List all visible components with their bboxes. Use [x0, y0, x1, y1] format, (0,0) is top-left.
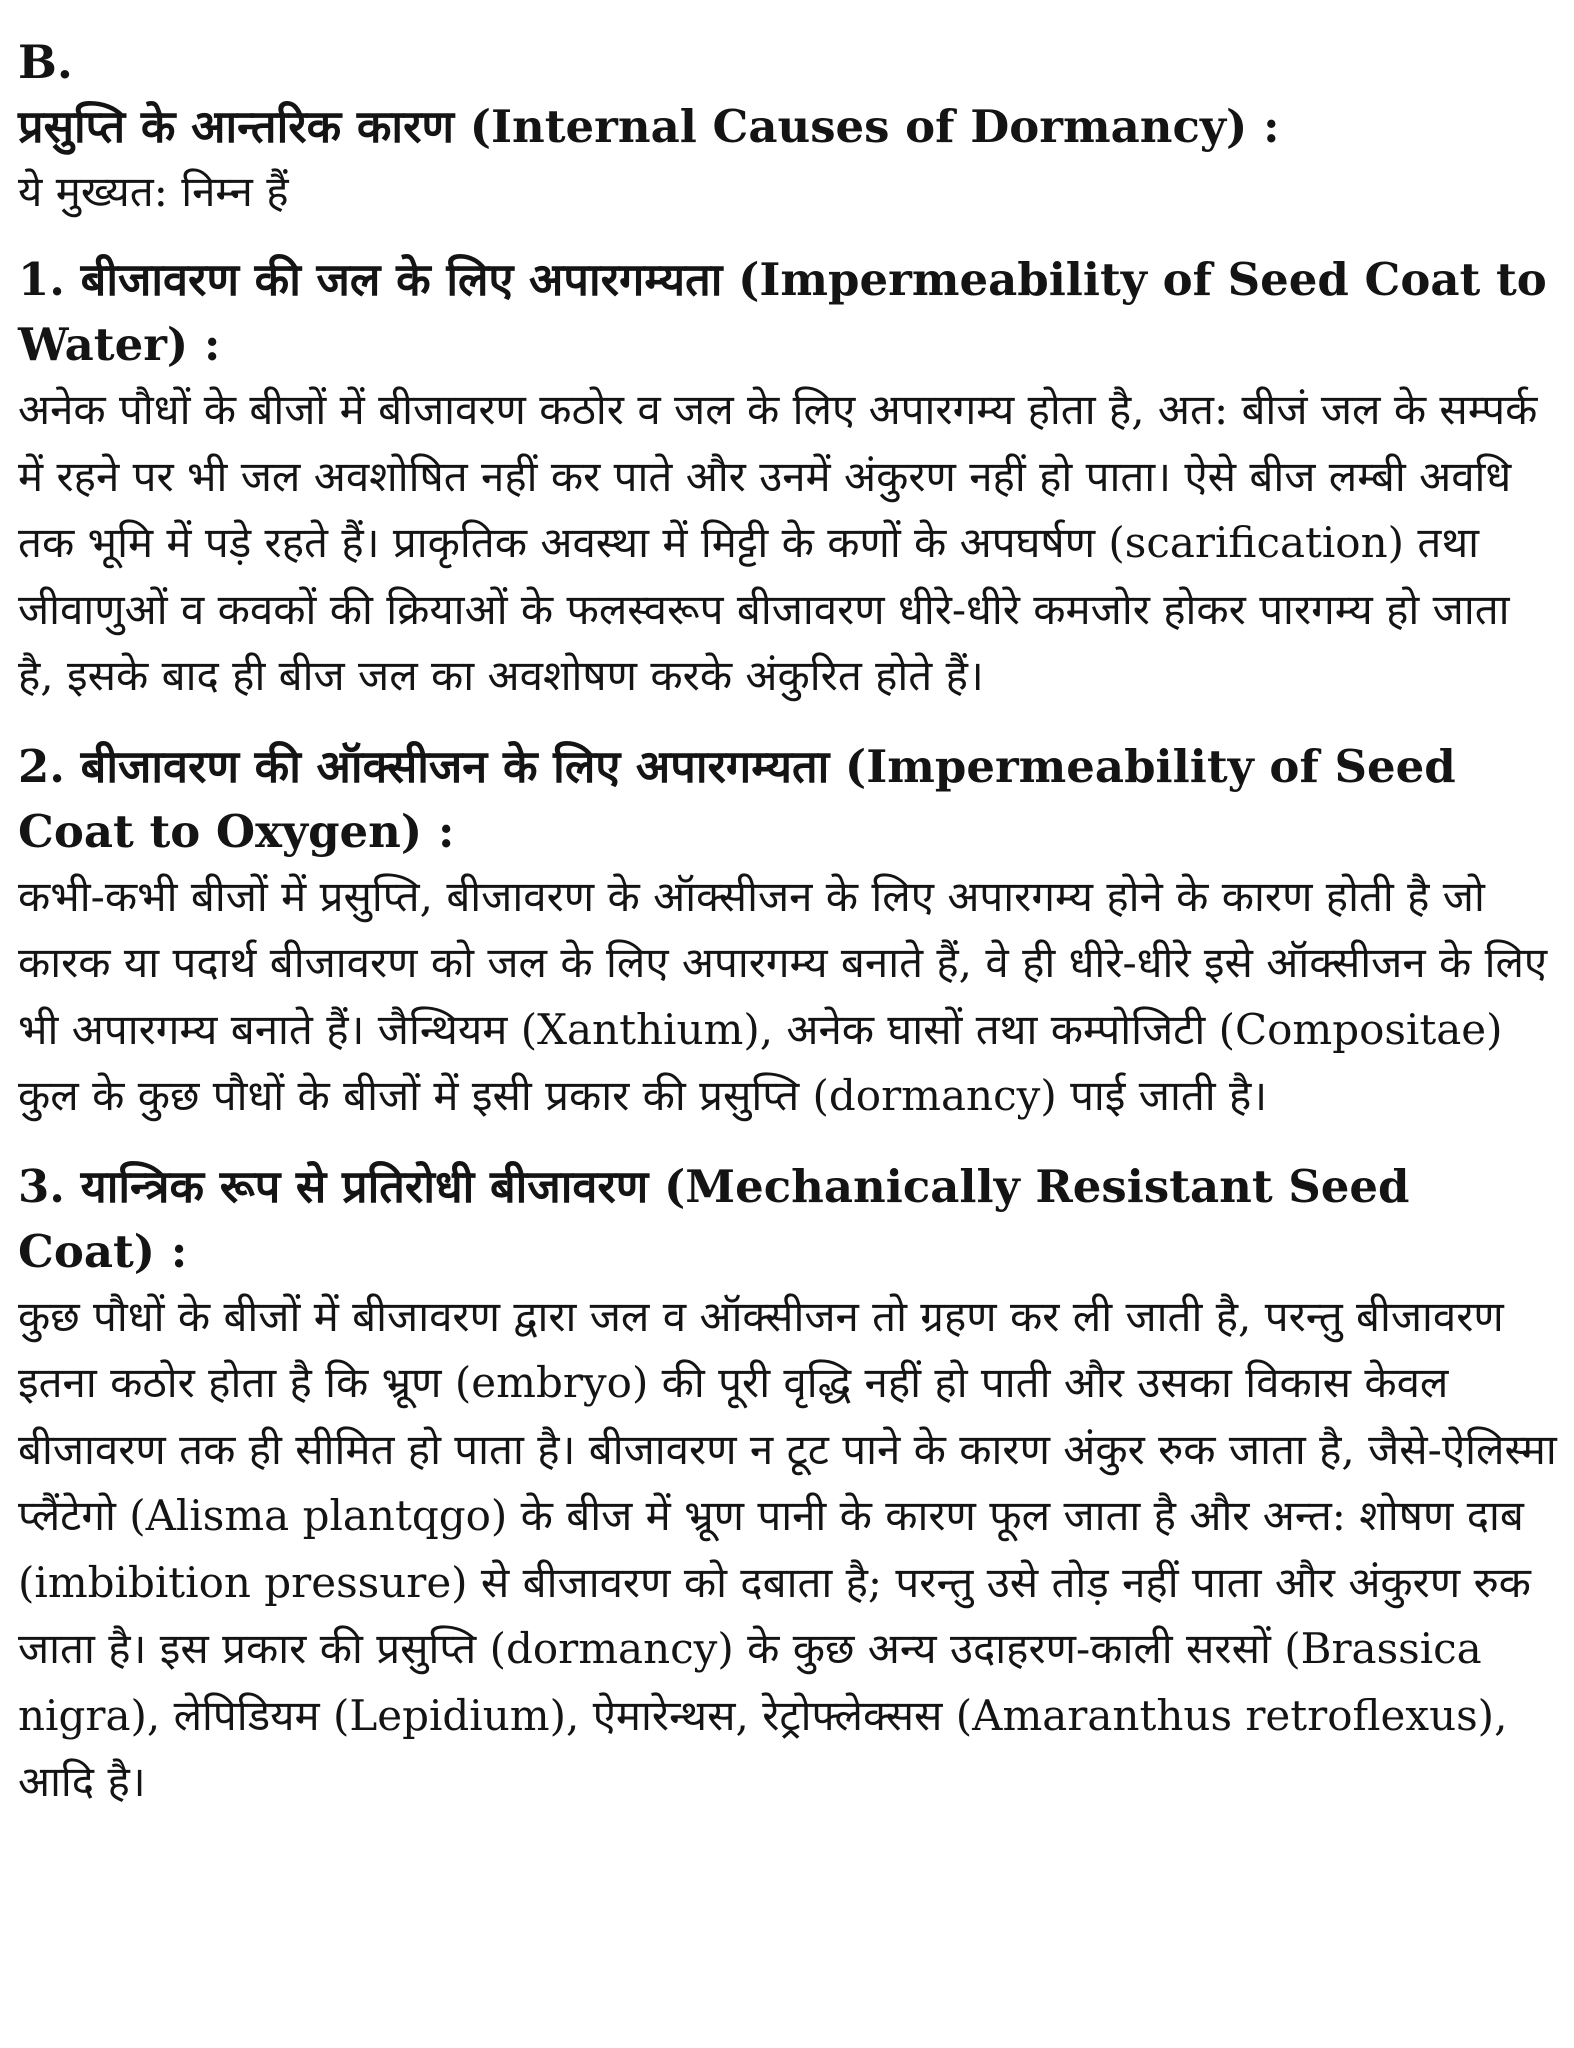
cause-paragraph: कुछ पौधों के बीजों में बीजावरण द्वारा जल व ऑक्सीजन तो ग्रहण कर ली जाती है, परन्तु बीजावरण इतना कठोर होता है कि भ्रूण (embryo) की पूरी वृद्धि नहीं हो पाती और उसका विकास केवल बीजावरण तक ही सीमित हो पाता है। बीजावरण न टूट पाने के कारण अंकुर रुक जाता है, जैसे-ऐलिस्मा प्लैंटेगो (Alisma plantqgo) के बीज में भ्रूण पानी के कारण फूल जाता है और अन्त: शोषण दाब (imbibition pressure) से बीजावरण को दबाता है; परन्तु उसे तोड़ नहीं पाता और अंकुरण रुक जाता है। इस प्रकार की प्रसुप्ति (dormancy) के कुछ अन्य उदाहरण-काली सरसों (Brassica nigra), लेपिडियम (Lepidium), ऐमारेन्थस, रेट्रोफ्लेक्सस (Amaranthus retroflexus), आदि है।	[18, 1291, 1557, 1806]
document-page	[18, 30, 1558, 1840]
cause-paragraph: कभी-कभी बीजों में प्रसुप्ति, बीजावरण के ऑक्सीजन के लिए अपारगम्य होने के कारण होती है जो कारक या पदार्थ बीजावरण को जल के लिए अपारगम्य बनाते हैं, वे ही धीरे-धीरे इसे ऑक्सीजन के लिए भी अपारगम्य बनाते हैं। जैन्थियम (Xanthium), अनेक घासों तथा कम्पोजिटी (Compositae) कुल के कुछ पौधों के बीजों में इसी प्रकार की प्रसुप्ति (dormancy) पाई जाती है।	[18, 871, 1548, 1120]
cause-heading: 3. यान्त्रिक रूप से प्रतिरोधी बीजावरण (Mechanically Resistant Seed Coat) :	[18, 1159, 1410, 1278]
cause-paragraph: अनेक पौधों के बीजों में बीजावरण कठोर व जल के लिए अपारगम्य होता है, अत: बीजं जल के सम्पर्क में रहने पर भी जल अवशोषित नहीं कर पाते और उनमें अंकुरण नहीं हो पाता। ऐसे बीज लम्बी अवधि तक भूमि में पड़े रहते हैं। प्राकृतिक अवस्था में मिट्टी के कणों के अपघर्षण (scarification) तथा जीवाणुओं व कवकों की क्रियाओं के फलस्वरूप बीजावरण धीरे-धीरे कमजोर होकर पारगम्य हो जाता है, इसके बाद ही बीज जल का अवशोषण करके अंकुरित होते हैं।	[18, 385, 1538, 700]
main-heading: प्रसुप्ति के आन्तरिक कारण (Internal Causes of Dormancy) :	[18, 100, 1280, 153]
cause-heading: 2. बीजावरण की ऑक्सीजन के लिए अपारगम्यता (Impermeability of Seed Coat to Oxygen) :	[18, 739, 1456, 858]
cause-section-1	[18, 247, 1558, 710]
section-label: B.	[18, 35, 73, 89]
cause-section-3	[18, 1154, 1558, 1816]
intro-text: ये मुख्यत: निम्न हैं	[18, 167, 289, 216]
cause-section-2	[18, 734, 1558, 1130]
cause-heading: 1. बीजावरण की जल के लिए अपारगम्यता (Impermeability of Seed Coat to Water) :	[18, 253, 1547, 371]
